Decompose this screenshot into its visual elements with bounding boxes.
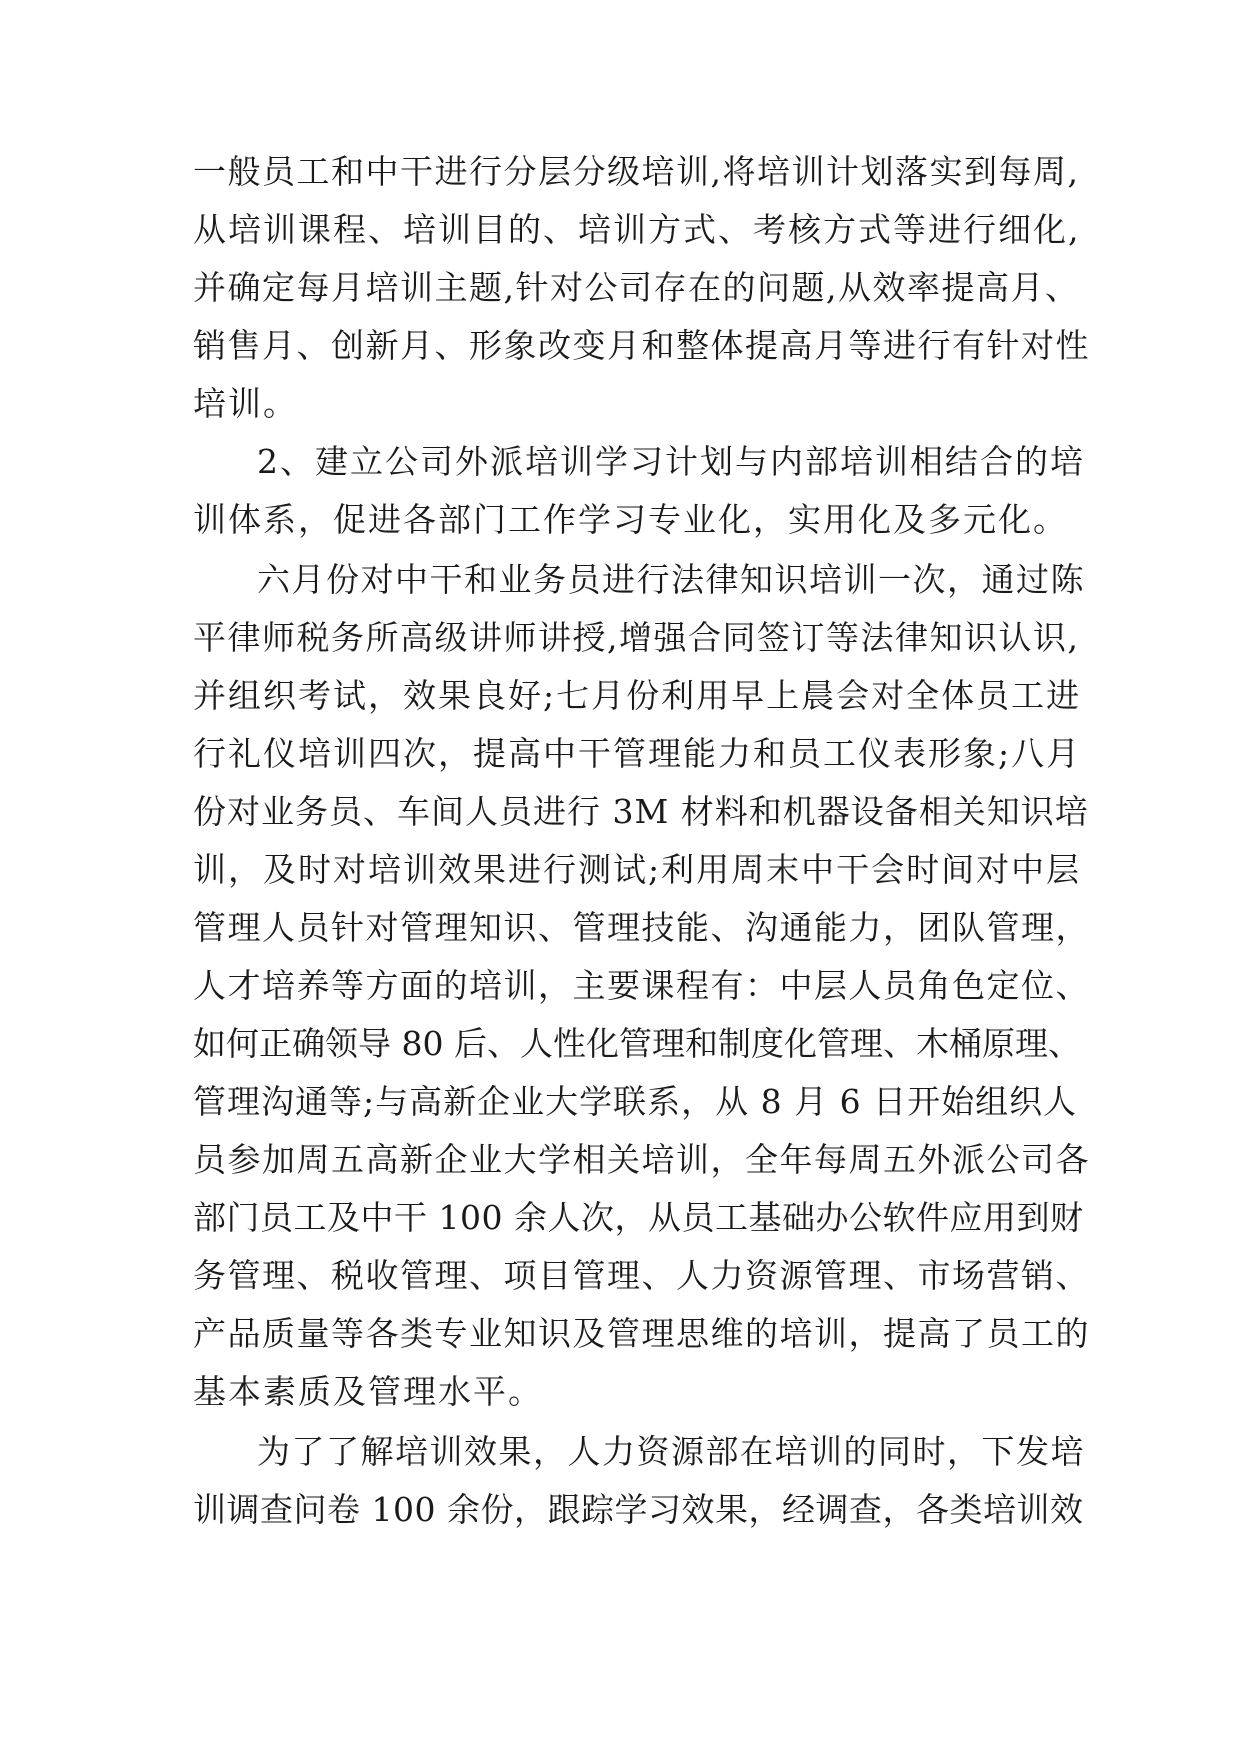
paragraph-heading: 2、建立公司外派培训学习计划与内部培训相结合的培 xyxy=(257,442,1085,481)
text-line: 务管理、税收管理、项目管理、人力资源管理、市场营销、 xyxy=(193,1256,1090,1295)
text-line: 部门员工及中干 100 余人次，从员工基础办公软件应用到财 xyxy=(193,1198,1084,1237)
text-line: 训调查问卷 100 余份，跟踪学习效果，经调查，各类培训效 xyxy=(193,1490,1084,1529)
text-line: 人才培养等方面的培训，主要课程有：中层人员角色定位、 xyxy=(193,966,1090,1005)
text-line: 管理人员针对管理知识、管理技能、沟通能力，团队管理， xyxy=(193,908,1090,947)
text-line: 平律师税务所高级讲师讲授,增强合同签订等法律知识认识, xyxy=(193,618,1080,657)
text-line: 从培训课程、培训目的、培训方式、考核方式等进行细化, xyxy=(193,210,1081,249)
text-line: 如何正确领导 80 后、人性化管理和制度化管理、木桶原理、 xyxy=(193,1024,1081,1063)
text-line: 份对业务员、车间人员进行 3M 材料和机器设备相关知识培 xyxy=(193,792,1089,831)
text-line: 管理沟通等;与高新企业大学联系，从 8 月 6 日开始组织人 xyxy=(193,1082,1078,1121)
text-line: 为了了解培训效果，人力资源部在培训的同时，下发培 xyxy=(257,1432,1085,1471)
text-line: 产品质量等各类专业知识及管理思维的培训，提高了员工的 xyxy=(193,1314,1090,1353)
text-line: 训，及时对培训效果进行测试;利用周末中干会时间对中层 xyxy=(193,850,1082,889)
text-line: 基本素质及管理水平。 xyxy=(193,1372,543,1411)
text-line: 并确定每月培训主题,针对公司存在的问题,从效率提高月、 xyxy=(193,268,1080,307)
text-line: 销售月、创新月、形象改变月和整体提高月等进行有针对性 xyxy=(193,326,1090,365)
text-line: 并组织考试，效果良好;七月份利用早上晨会对全体员工进 xyxy=(193,676,1082,715)
text-line: 训体系，促进各部门工作学习专业化，实用化及多元化。 xyxy=(193,500,1068,539)
text-line: 一般员工和中干进行分层分级培训,将培训计划落实到每周, xyxy=(193,152,1080,191)
text-line: 六月份对中干和业务员进行法律知识培训一次，通过陈 xyxy=(257,560,1085,599)
text-line: 行礼仪培训四次，提高中干管理能力和员工仪表形象;八月 xyxy=(193,734,1082,773)
text-line: 培训。 xyxy=(193,384,298,423)
text-line: 员参加周五高新企业大学相关培训，全年每周五外派公司各 xyxy=(193,1140,1090,1179)
